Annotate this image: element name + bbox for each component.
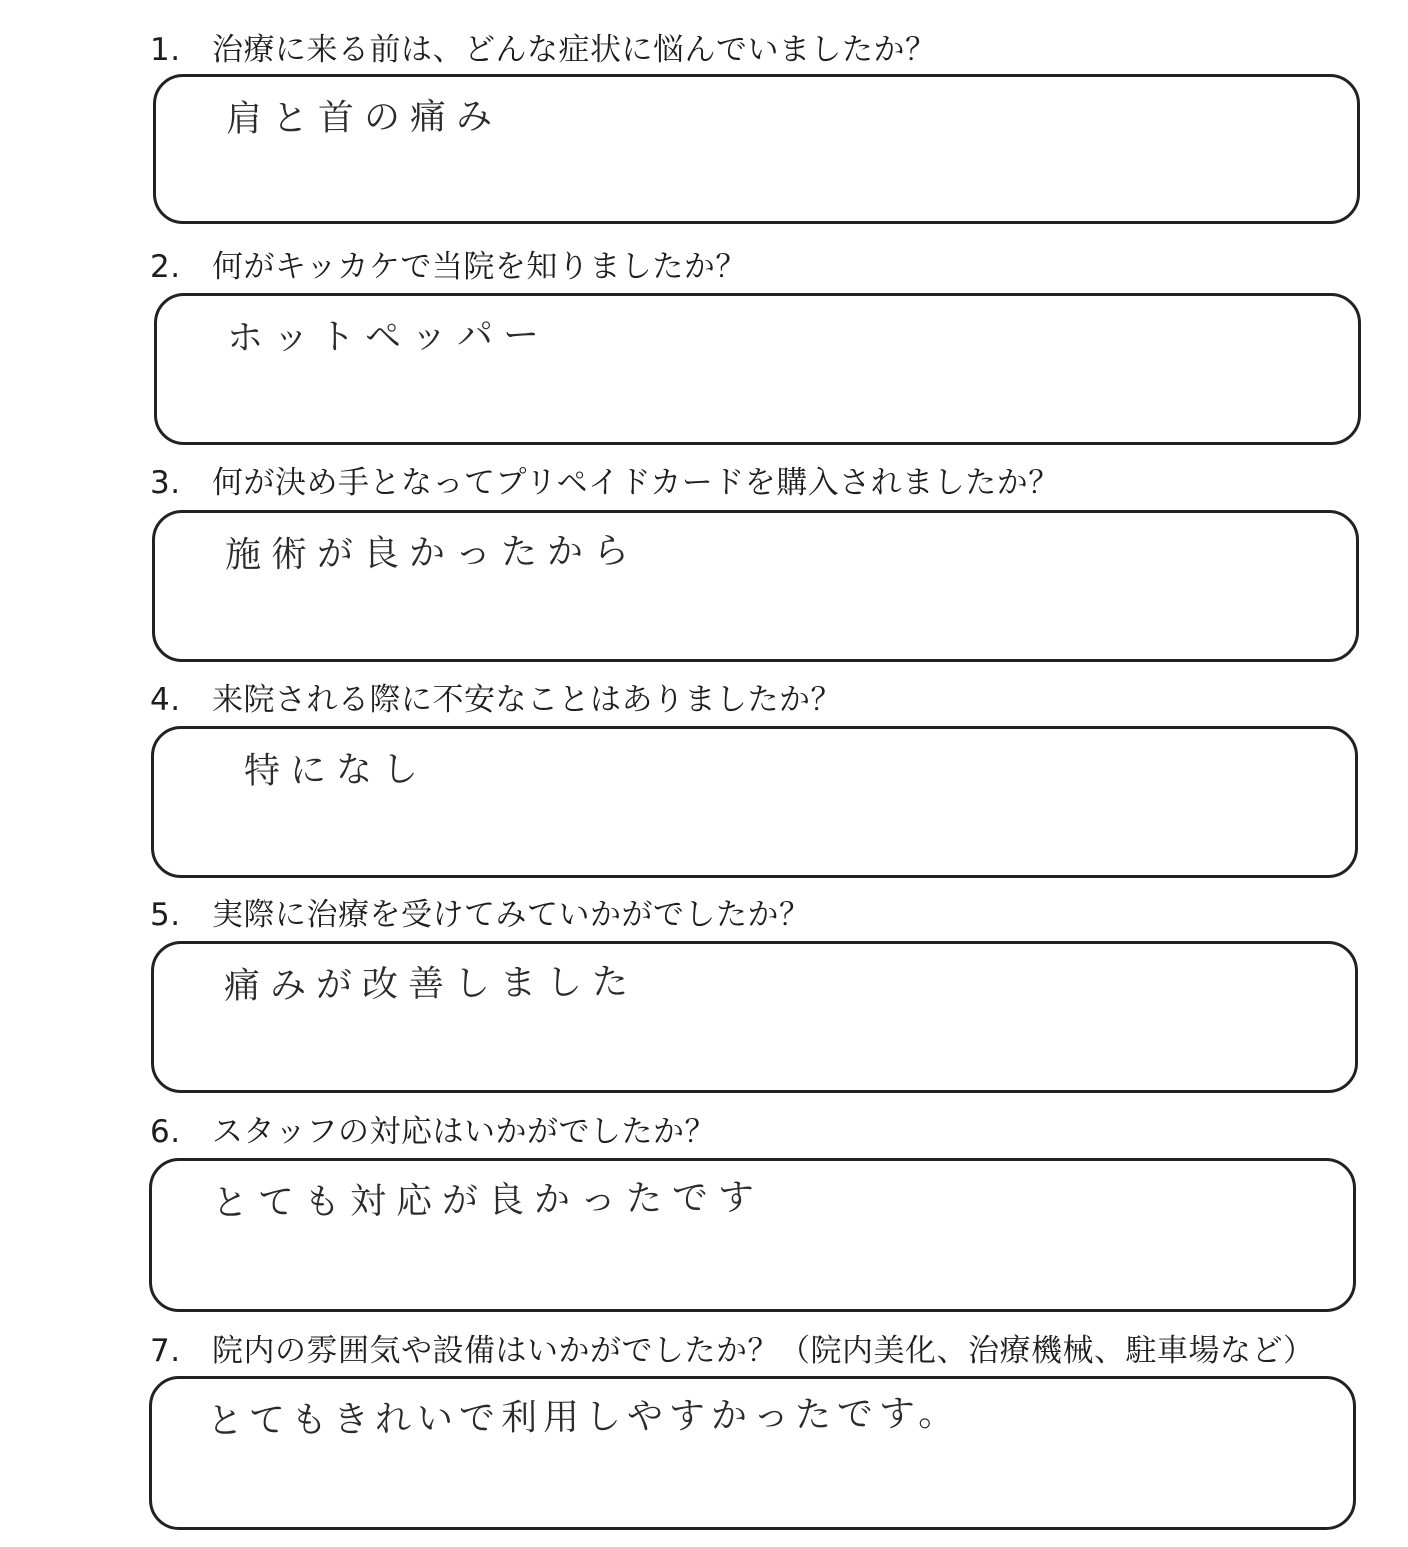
question-3-text: 何が決め手となってプリペイドカードを購入されましたか？ xyxy=(212,465,1060,501)
answer-6-text: とても対応が良かったです xyxy=(211,1177,765,1224)
answer-4-text: 特になし xyxy=(243,749,429,792)
question-1-number: 1. xyxy=(150,32,181,68)
question-2-title xyxy=(150,247,747,287)
answer-box-3 xyxy=(152,510,1359,662)
question-1-text: 治療に来る前は、どんな症状に悩んでいましたか？ xyxy=(212,32,937,68)
question-5-title xyxy=(150,895,811,935)
question-4-title xyxy=(150,680,842,720)
answer-7-text: とてもきれいで利用しやすかったです。 xyxy=(206,1393,961,1442)
question-7-text: 院内の雰囲気や設備はいかがでしたか？（院内美化、治療機械、駐車場など） xyxy=(212,1333,1315,1369)
question-6-title xyxy=(150,1112,716,1152)
answer-box-1 xyxy=(153,74,1360,224)
question-2-number: 2. xyxy=(150,249,181,285)
answer-box-2 xyxy=(154,293,1361,445)
question-6-text: スタッフの対応はいかがでしたか？ xyxy=(212,1114,716,1150)
question-5-text: 実際に治療を受けてみていかがでしたか？ xyxy=(212,897,811,933)
answer-3-text: 施術が良かったから xyxy=(224,530,640,576)
question-2-text: 何がキッカケで当院を知りましたか？ xyxy=(212,249,747,285)
answer-box-7 xyxy=(149,1376,1356,1530)
question-1-title xyxy=(150,30,937,70)
answer-box-5 xyxy=(151,941,1358,1093)
question-4-number: 4. xyxy=(150,682,181,718)
question-7-number: 7. xyxy=(150,1333,181,1369)
answer-box-4 xyxy=(151,726,1358,878)
answer-1-text: 肩と首の痛み xyxy=(225,96,503,140)
question-4-text: 来院される際に不安なことはありましたか？ xyxy=(212,682,842,718)
question-6-number: 6. xyxy=(150,1114,181,1150)
question-3-title xyxy=(150,463,1060,503)
answer-2-text: ホットペッパー xyxy=(226,314,550,359)
question-5-number: 5. xyxy=(150,897,181,933)
answer-5-text: 痛みが改善しました xyxy=(223,961,639,1007)
question-3-number: 3. xyxy=(150,465,181,501)
question-7-title xyxy=(150,1331,1315,1371)
answer-box-6 xyxy=(149,1158,1356,1312)
